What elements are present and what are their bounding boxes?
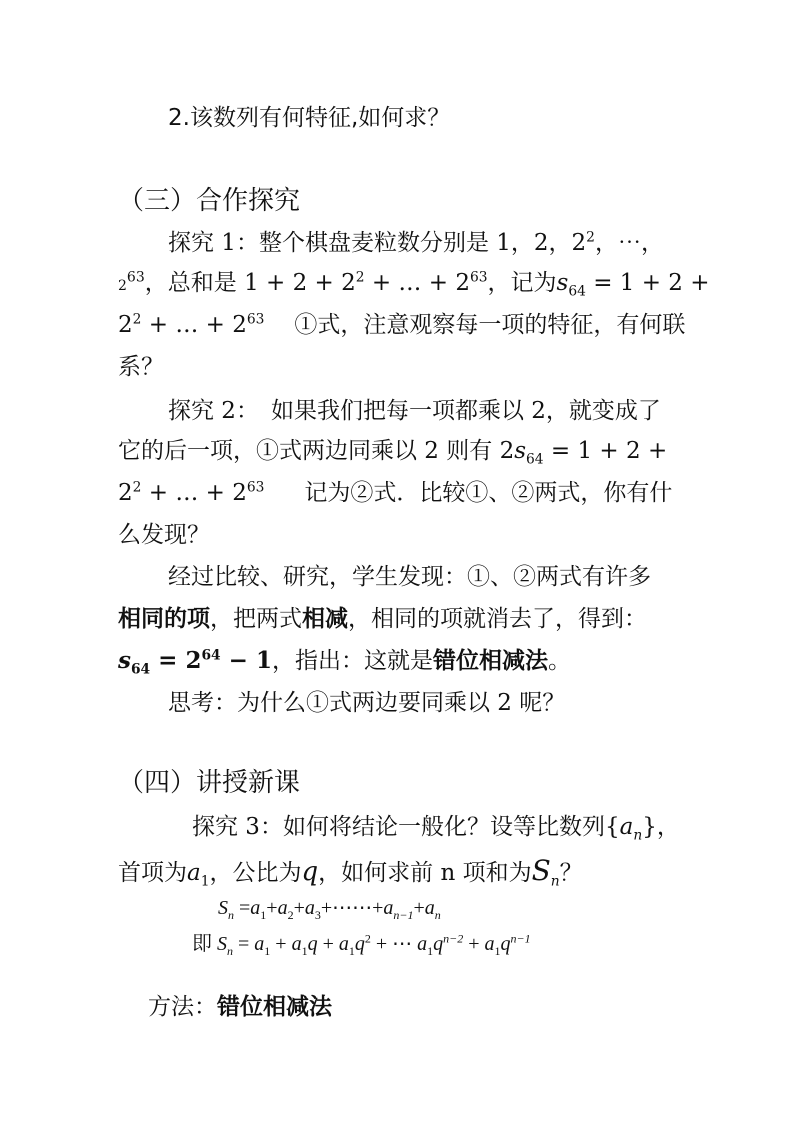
explore-2-label: 探究 2：: [168, 398, 259, 424]
method-line: [148, 992, 332, 1022]
method-name-inline: 错位相减法: [432, 647, 548, 674]
explore-1-line-3: $2^2$ + … + $2^{63}$ ①式，注意观察每一项的特征，有何联: [118, 311, 686, 338]
explore-3-line-1: 探究 3：如何将结论一般化？设等比数列$\{a_n\}$，: [192, 814, 680, 844]
method-name: 错位相减法: [217, 993, 332, 1020]
think-question: 思考：为什么①式两边要同乘以 2 呢？: [168, 690, 566, 716]
question-2: 2.该数列有何特征,如何求？: [168, 105, 451, 131]
compare-line-2: 相同的项，把两式相减，相同的项就消去了，得到：: [118, 605, 647, 632]
formula-sum-definition: $S_n$ $=a_1+a_2+a_3+\cdots\cdots+a_{n-1}+a_n$: [218, 897, 441, 922]
explore-2-line-1: 探究 2： 如果我们把每一项都乘以 2，就变成了: [168, 398, 661, 424]
compare-line-3: $s_{64} = 2^{64} - 1$，指出：这就是错位相减法。: [118, 647, 571, 678]
explore-2-line-3: $2^2$ + … + $2^{63}$ 记为②式．比较①、②两式，你有什: [118, 479, 673, 506]
section-3-heading: （三）合作探究: [118, 186, 301, 216]
explore-1-label: 探究 1：: [168, 230, 259, 256]
explore-1-line-2: $2^{63}$，总和是 $1 + 2 + 2^2$ + … + $2^{63}$，记为$s_{64} = 1 + 2$ +: [118, 269, 710, 300]
explore-3-line-2: 首项为$a_1$，公比为q，如何求前 n 项和为$S_n$？: [118, 854, 583, 890]
explore-1-line-4: 系？: [118, 354, 164, 380]
explore-2-line-4: 么发现？: [118, 522, 210, 548]
formula-sum-expanded: 即 $S_n = a_1 + a_1q + a_1q^2$ + ⋯ $a_1q^{n-2} + a_1q^{n-1}$: [192, 931, 531, 958]
explore-2-line-2: 它的后一项，①式两边同乘以 2 则有 $2s_{64} = 1 + 2$ +: [118, 438, 668, 468]
method-label: 方法：: [148, 994, 217, 1020]
sum-expression: $1 + 2 + 2^2$ + … + $2^{63}$: [244, 269, 488, 296]
section-4-heading: （四）讲授新课: [118, 768, 301, 798]
explore-1-line-1: 探究 1：整个棋盘麦粒数分别是 1，2，$2^2$，⋯，: [168, 229, 664, 256]
compare-line-1: 经过比较、研究，学生发现：①、②两式有许多: [168, 564, 651, 590]
